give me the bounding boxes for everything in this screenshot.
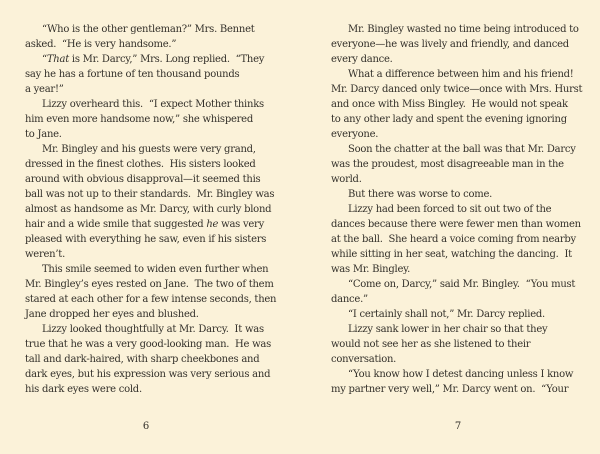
text-line: Soon the chatter at the ball was that Mr. Darcy bbox=[348, 144, 576, 155]
text-line: What a difference between him and his friend! bbox=[348, 69, 574, 80]
right-page bbox=[331, 22, 585, 442]
text-line: Mr. Darcy danced only twice—once with Mrs. Hurst bbox=[331, 84, 583, 95]
paragraph bbox=[331, 22, 585, 67]
text-line: world. bbox=[331, 174, 362, 185]
paragraph bbox=[331, 277, 585, 307]
paragraph bbox=[25, 142, 275, 262]
text-line: This smile seemed to widen even further when bbox=[42, 264, 269, 275]
text-line: everyone—he was lively and friendly, and danced bbox=[331, 39, 569, 50]
right-page-text bbox=[331, 22, 585, 397]
text-line: “That is Mr. Darcy,” Mrs. Long replied. “They bbox=[42, 54, 265, 65]
text-line: to Jane. bbox=[25, 129, 62, 140]
text-line: dance.” bbox=[331, 294, 368, 305]
text-line: Mr. Bingley wasted no time being introduced to bbox=[348, 24, 579, 35]
text-line: was Mr. Bingley. bbox=[331, 264, 411, 275]
text-line: But there was worse to come. bbox=[348, 189, 493, 200]
text-line: dressed in the finest clothes. His sisters looked bbox=[25, 159, 256, 170]
left-page-text bbox=[25, 22, 277, 397]
text-line: at the ball. She heard a voice coming from nearby bbox=[331, 234, 576, 245]
text-line: his dark eyes were cold. bbox=[25, 384, 142, 395]
paragraph bbox=[331, 202, 585, 277]
text-line: Mr. Bingley and his guests were very grand, bbox=[42, 144, 256, 155]
text-line: tall and dark-haired, with sharp cheekbones and bbox=[25, 354, 260, 365]
text-line: “Who is the other gentleman?” Mrs. Bennet bbox=[42, 24, 255, 35]
text-line: Mr. Bingley’s eyes rested on Jane. The two of them bbox=[25, 279, 274, 290]
paragraph bbox=[331, 367, 585, 397]
page-number: 6 bbox=[142, 421, 150, 432]
text-line: almost as handsome as Mr. Darcy, with curly blond bbox=[25, 204, 272, 215]
text-line: Lizzy looked thoughtfully at Mr. Darcy. It was bbox=[42, 324, 264, 335]
text-line: “I certainly shall not,” Mr. Darcy replied. bbox=[348, 309, 545, 320]
text-line: Lizzy had been forced to sit out two of the bbox=[348, 204, 552, 215]
text-line: pleased with everything he saw, even if his sisters bbox=[25, 234, 267, 245]
text-line: while sitting in her seat, watching the dancing. It bbox=[331, 249, 572, 260]
text-line: ball was not up to their standards. Mr. Bingley was bbox=[25, 189, 275, 200]
paragraph bbox=[331, 187, 585, 202]
paragraph bbox=[25, 262, 277, 322]
text-line: hair and a wide smile that suggested he was very bbox=[25, 219, 264, 230]
paragraph bbox=[25, 322, 272, 397]
text-line: to any other lady and spent the evening ignoring bbox=[331, 114, 567, 125]
text-line: Lizzy sank lower in her chair so that they bbox=[348, 324, 548, 335]
text-line: every dance. bbox=[331, 54, 393, 65]
text-line: asked. “He is very handsome.” bbox=[25, 39, 177, 50]
text-line: stared at each other for a few intense seconds, then bbox=[25, 294, 277, 305]
paragraph bbox=[331, 142, 585, 187]
left-page bbox=[25, 22, 277, 442]
text-line: weren’t. bbox=[25, 249, 65, 260]
text-line: around with obvious disapproval—it seemed this bbox=[25, 174, 261, 185]
text-line: a year!” bbox=[25, 84, 64, 95]
text-line: dances because there were fewer men than women bbox=[331, 219, 581, 230]
text-line: and once with Miss Bingley. He would not speak bbox=[331, 99, 568, 110]
text-line: Jane dropped her eyes and blushed. bbox=[25, 309, 199, 320]
text-line: would not see her as she listened to their bbox=[331, 339, 531, 350]
page-number: 7 bbox=[454, 421, 462, 432]
text-line: everyone. bbox=[331, 129, 379, 140]
text-line: say he has a fortune of ten thousand pounds bbox=[25, 69, 240, 80]
paragraph bbox=[25, 97, 267, 142]
text-line: was the proudest, most disagreeable man in the bbox=[331, 159, 564, 170]
text-line: conversation. bbox=[331, 354, 397, 365]
paragraph bbox=[331, 322, 585, 367]
paragraph bbox=[25, 52, 267, 97]
paragraph bbox=[25, 22, 267, 52]
text-line: him even more handsome now,” she whispered bbox=[25, 114, 253, 125]
text-line: true that he was a very good-looking man. He was bbox=[25, 339, 272, 350]
text-line: “You know how I detest dancing unless I know bbox=[348, 369, 574, 380]
text-line: dark eyes, but his expression was very serious and bbox=[25, 369, 271, 380]
paragraph bbox=[331, 67, 585, 142]
text-line: “Come on, Darcy,” said Mr. Bingley. “You must bbox=[348, 279, 576, 290]
paragraph bbox=[331, 307, 585, 322]
text-line: Lizzy overheard this. “I expect Mother thinks bbox=[42, 99, 264, 110]
text-line: my partner very well,” Mr. Darcy went on. “Your bbox=[331, 384, 569, 395]
